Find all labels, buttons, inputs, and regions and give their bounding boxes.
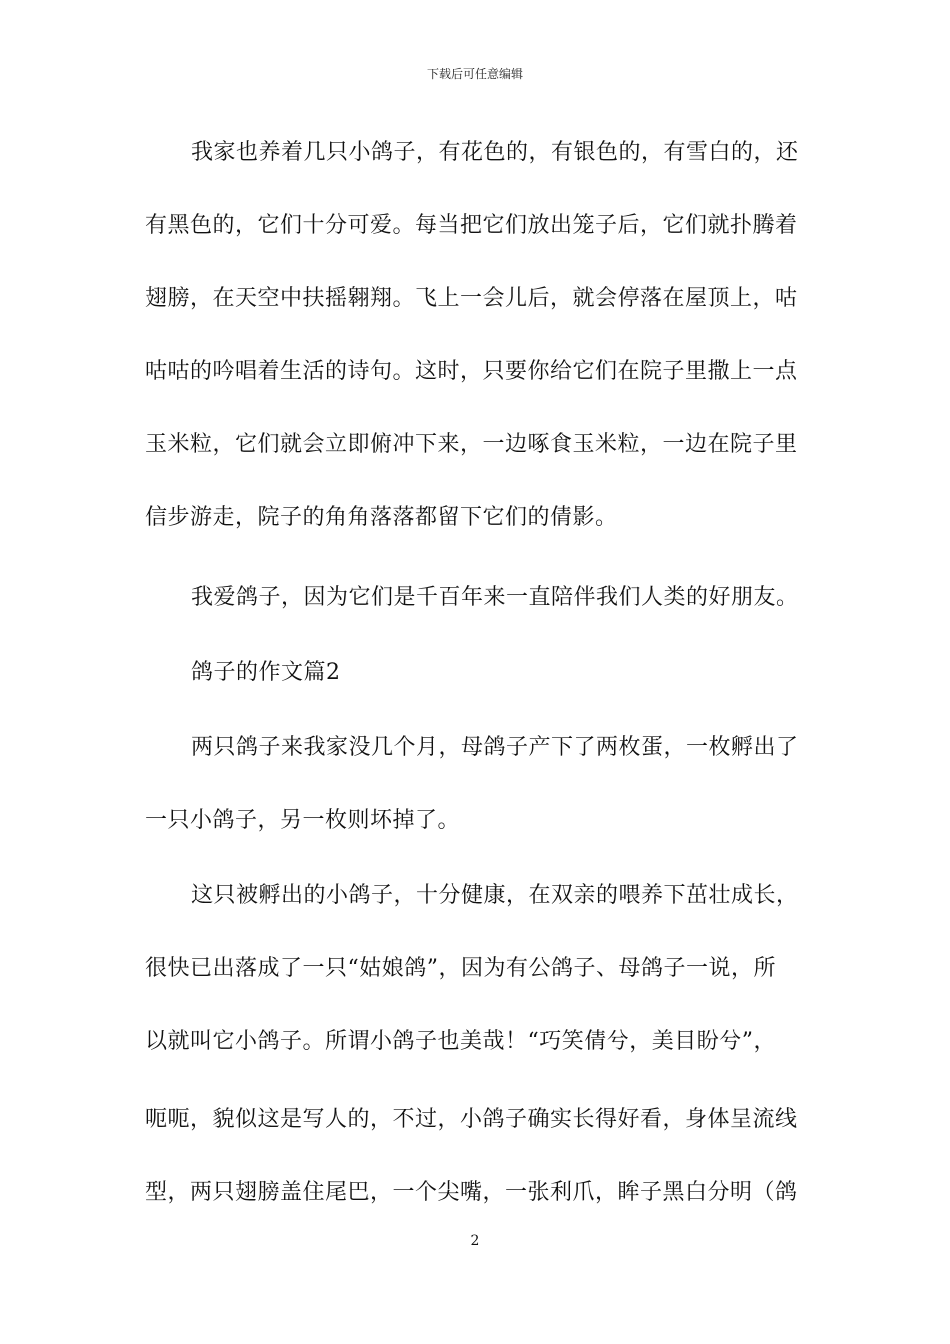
page-number: 2 bbox=[470, 1233, 480, 1249]
text-line: 玉米粒，它们就会立即俯冲下来，一边啄食玉米粒，一边在院子里 bbox=[145, 432, 798, 457]
text-line: 很快已出落成了一只“姑娘鸽”，因为有公鸽子、母鸽子一说，所 bbox=[145, 956, 776, 981]
text-line: 翅膀，在天空中扶摇翱翔。飞上一会儿后，就会停落在屋顶上，咕 bbox=[145, 286, 798, 311]
text-line: 型，两只翅膀盖住尾巴，一个尖嘴，一张利爪，眸子黑白分明（鸽 bbox=[145, 1180, 798, 1205]
text-line: 信步游走，院子的角角落落都留下它们的倩影。 bbox=[145, 505, 618, 530]
text-line: 我家也养着几只小鸽子，有花色的，有银色的，有雪白的，还 bbox=[191, 140, 799, 165]
text-line: 这只被孵出的小鸽子，十分健康，在双亲的喂养下茁壮成长， bbox=[191, 883, 799, 908]
text-line: 以就叫它小鸽子。所谓小鸽子也美哉！“巧笑倩兮，美目盼兮”， bbox=[145, 1029, 776, 1054]
header-note: 下载后可任意编辑 bbox=[426, 67, 523, 81]
section-heading: 鸽子的作文篇2 bbox=[191, 660, 341, 685]
text-line: 呃呃，貌似这是写人的，不过，小鸽子确实长得好看，身体呈流线 bbox=[145, 1107, 798, 1132]
text-line: 一只小鸽子，另一枚则坏掉了。 bbox=[145, 808, 461, 833]
text-line: 两只鸽子来我家没几个月，母鸽子产下了两枚蛋，一枚孵出了 bbox=[191, 735, 799, 760]
text-line: 有黑色的，它们十分可爱。每当把它们放出笼子后，它们就扑腾着 bbox=[145, 213, 798, 238]
text-line: 咕咕的吟唱着生活的诗句。这时，只要你给它们在院子里撒上一点 bbox=[145, 359, 798, 384]
text-line: 我爱鸽子，因为它们是千百年来一直陪伴我们人类的好朋友。 bbox=[191, 585, 799, 610]
